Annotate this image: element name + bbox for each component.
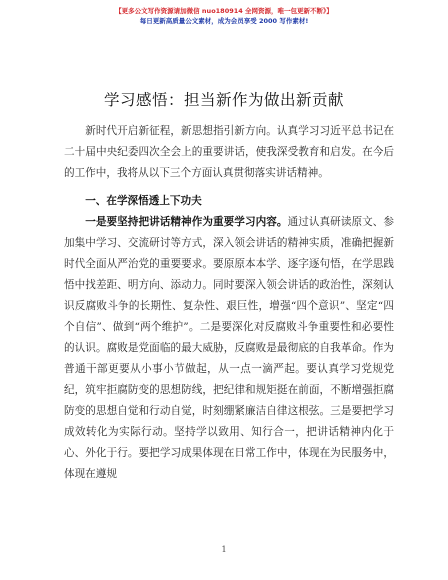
section-body: 通过认真研读原文、参加集中学习、交流研讨等方式，深入领会讲话的精神实质，准确把握新时代全面从严治党的重要要求。要原原本本学、逐字逐句悟，在学思践悟中找差距、明方向、添动力。同时要深入领会讲话的政治性，深刻认识反腐败斗争的长期性、复杂性、艰巨性，增强“四个意识”、坚定“四个自信”、做到“两个维护”。二是要深化对反腐败斗争重要性和必要性的认识。腐败是党面临的最大威胁，反腐败是最彻底的自我革命。作为普通干部更要从小事小节做起，从一点一滴严起。要认真学习党规党纪，筑牢拒腐防变的思想防线，把纪律和规矩挺在前面，不断增强拒腐防变的思想自觉和行动自觉，时刻绷紧廉洁自律这根弦。三是要把学习成效转化为实际行动。坚持学以致用、知行合一，把讲话精神内化于心、外化于行。要把学习成果体现在日常工作中，体现在为民服务中，体现在遵规 — [64, 216, 395, 480]
section-lead: 一是要坚持把讲话精神作为重要学习内容。 — [85, 216, 288, 228]
section-heading: 一、在学深悟透上下功夫 — [85, 195, 202, 207]
banner-line-promo: 【更多公文写作资源请加微信 nuo180914 全网资源，唯一包更新不断》】 — [115, 7, 333, 15]
header-banner — [0, 6, 448, 26]
document-title: 学习感悟：担当新作为做出新贡献 — [103, 91, 344, 109]
banner-line-update: 每日更新高质量公文素材，成为会员享受 2000 写作素材! — [139, 17, 309, 25]
intro-paragraph: 新时代开启新征程，新思想指引新方向。认真学习习近平总书记在二十届中央纪委四次全会上的重要讲话，使我深受教育和启发。在今后的工作中，我将从以下三个方面认真贯彻落实讲话精神。 — [64, 125, 394, 179]
document-body — [64, 121, 394, 485]
page-number: 1 — [221, 545, 227, 554]
section-paragraph — [64, 212, 394, 485]
